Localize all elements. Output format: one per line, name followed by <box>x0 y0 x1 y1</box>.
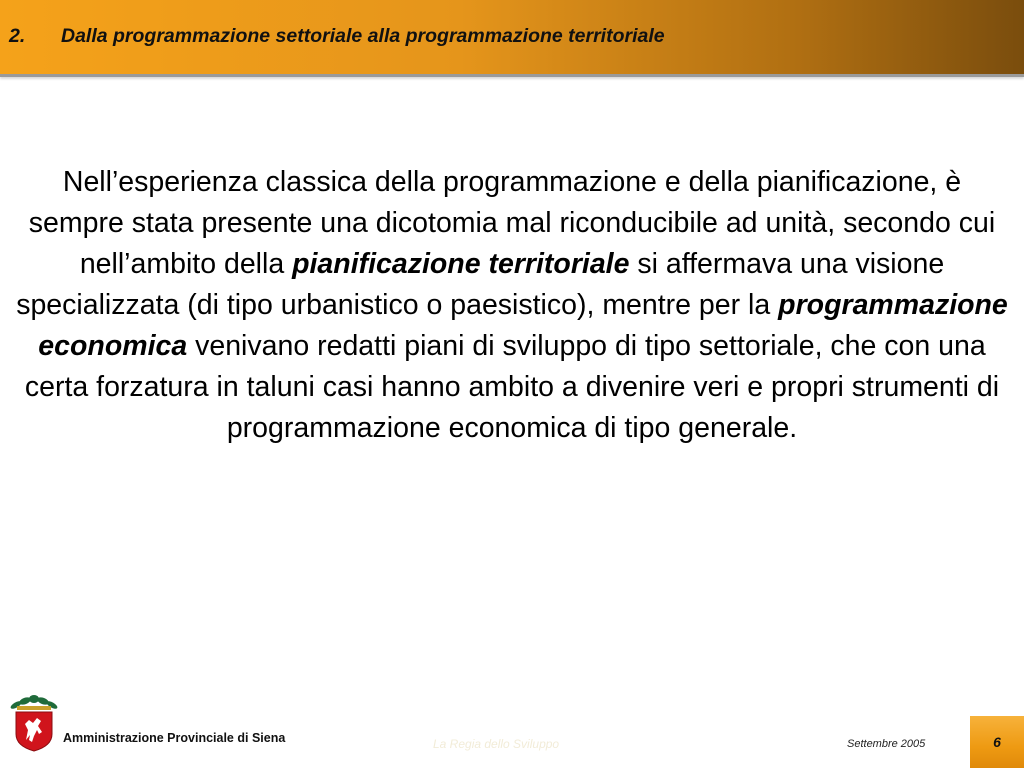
body-paragraph <box>12 162 1012 449</box>
body-text-segment: venivano redatti piani di sviluppo di tipo settoriale, che con una certa forzatura in taluni casi hanno ambito a divenire veri e propri strumenti di programmazione economica di tipo generale. <box>24 330 1000 444</box>
section-title: Dalla programmazione settoriale alla programmazione territoriale <box>61 25 665 47</box>
page-number: 6 <box>993 734 1001 750</box>
footer-organization: Amministrazione Provinciale di Siena <box>63 731 286 745</box>
body-text-segment: si affermava una visione specializzata (di tipo urbanistico o paesistico), mentre per la <box>16 248 945 321</box>
page-number-box <box>970 716 1024 768</box>
slide-title <box>9 25 665 48</box>
province-coat-of-arms-icon <box>8 690 60 752</box>
footer-date: Settembre 2005 <box>847 738 926 750</box>
emphasis-pianificazione-territoriale: pianificazione territoriale <box>292 248 630 280</box>
section-number: 2. <box>9 25 26 47</box>
header-bar <box>0 0 1024 77</box>
body-text-segment: Nell’esperienza classica della programmazione e della pianificazione, è sempre stata presente una dicotomia mal riconducibile ad unità, secondo cui nell’ambito della <box>28 166 996 280</box>
footer-watermark: La Regia dello Sviluppo <box>433 737 560 751</box>
emphasis-programmazione-economica: programmazione economica <box>38 289 1008 362</box>
